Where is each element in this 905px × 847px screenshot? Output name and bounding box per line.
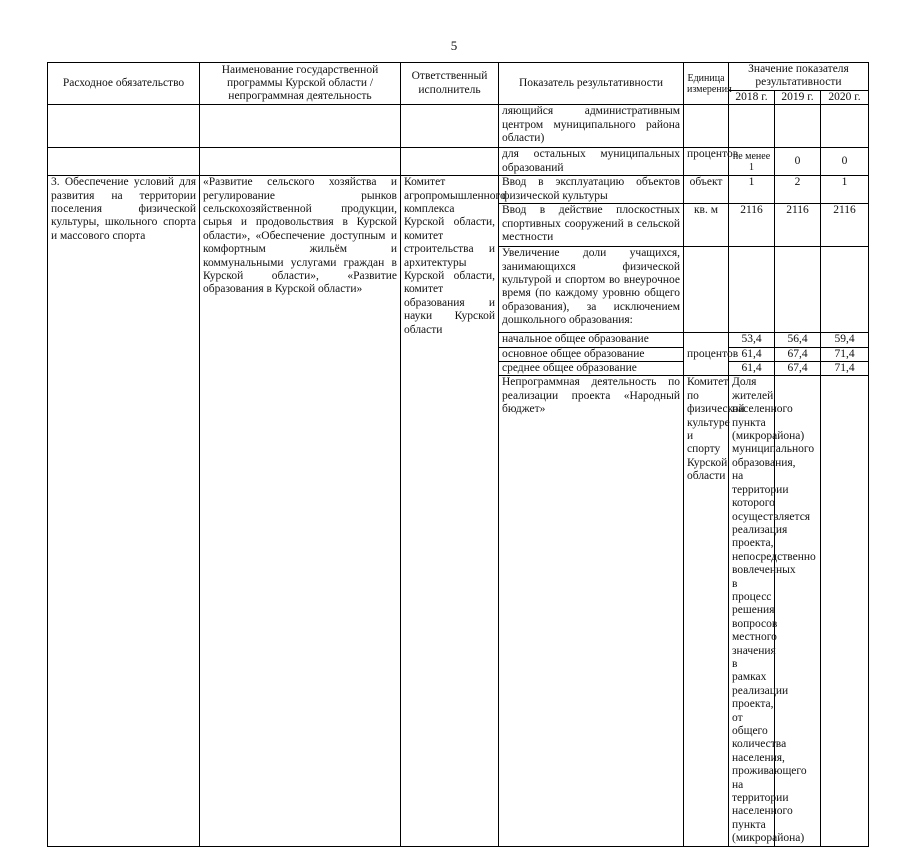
executor-cell: Комитет по физической культуре и спорту Курской области: [684, 376, 729, 846]
value-2018: 61,4: [729, 362, 775, 376]
indicator-cell: ляющийся административным центром муниципального района области): [499, 105, 684, 148]
header-year-2018: 2018 г.: [729, 90, 775, 104]
page-number: 5: [450, 38, 458, 53]
value-2019: 56,4: [775, 333, 821, 347]
program-cell: Непрограммная деятельность по реализации проекта «Народный бюджет»: [499, 376, 684, 846]
indicator-cell: среднее общее образование: [499, 362, 684, 376]
unit-cell: процентов: [684, 148, 729, 176]
value-2020: 2116: [821, 204, 869, 247]
value-2018: 53,4: [729, 333, 775, 347]
unit-cell: процентов: [684, 333, 729, 376]
header-program: Наименование государственной программы Курской области / непрограммная деятельность: [200, 63, 401, 105]
value-2020: 0: [821, 148, 869, 176]
executor-cell: Комитет агропромышленного комплекса Курской области, комитет строительства и архитектуры Курской области, комитет образования и науки Курской области: [401, 176, 499, 846]
header-year-2020: 2020 г.: [821, 90, 869, 104]
value-2018: 2116: [729, 204, 775, 247]
table-row: [48, 148, 869, 176]
table-row: [48, 105, 869, 148]
header-unit: Единица измерения: [684, 63, 729, 105]
indicator-cell: Доля жителей населенного пункта (микрорайона) муниципального образования, на территории которого осуществляется реализация проекта, непосредственно вовлеченных в процесс решения вопросов местного значения в рамках реализации проекта, от общего количества населения, проживающего на территории населенного пункта (микрорайона): [729, 376, 775, 846]
value-2020: 59,4: [821, 333, 869, 347]
value-2020: 1: [821, 176, 869, 204]
header-obligation: Расходное обязательство: [48, 63, 200, 105]
indicator-cell: Увеличение доли учащихся, занимающихся физической культурой и спортом во внеурочное время (по каждому уровню общего образования), за исключением дошкольного образования:: [499, 247, 684, 333]
indicator-cell: для остальных муниципальных образований: [499, 148, 684, 176]
header-year-2019: 2019 г.: [775, 90, 821, 104]
header-row: [48, 63, 869, 91]
value-2019: 0: [775, 148, 821, 176]
header-executor: Ответственный исполнитель: [401, 63, 499, 105]
indicator-cell: основное общее образование: [499, 347, 684, 361]
value-2020: 71,4: [821, 347, 869, 361]
value-2018: 61,4: [729, 347, 775, 361]
program-cell: «Развитие сельского хозяйства и регулирование рынков сельскохозяйственной продукции, сырья и продовольствия в Курской области», «Обеспечение доступным и комфортным жильём и коммунальными услугами граждан в Курской области», «Развитие образования в Курской области»: [200, 176, 401, 846]
unit-cell: объект: [684, 176, 729, 204]
indicator-cell: Ввод в эксплуатацию объектов физической культуры: [499, 176, 684, 204]
value-2018: 1: [729, 176, 775, 204]
table-row: [48, 176, 869, 204]
value-2019: 2116: [775, 204, 821, 247]
unit-cell: кв. м: [684, 204, 729, 247]
value-2019: 2: [775, 176, 821, 204]
value-2020: 71,4: [821, 362, 869, 376]
obligation-cell: 3. Обеспечение условий для развития на территории поселения физической культуры, школьного спорта и массового спорта: [48, 176, 200, 846]
indicator-cell: начальное общее образование: [499, 333, 684, 347]
value-2019: 67,4: [775, 347, 821, 361]
indicators-table: [47, 62, 869, 847]
header-value: Значение показателя результативности: [729, 63, 869, 91]
value-2018: не менее 1: [729, 148, 775, 176]
value-2019: 67,4: [775, 362, 821, 376]
header-indicator: Показатель результативности: [499, 63, 684, 105]
indicator-cell: Ввод в действие плоскостных спортивных сооружений в сельской местности: [499, 204, 684, 247]
